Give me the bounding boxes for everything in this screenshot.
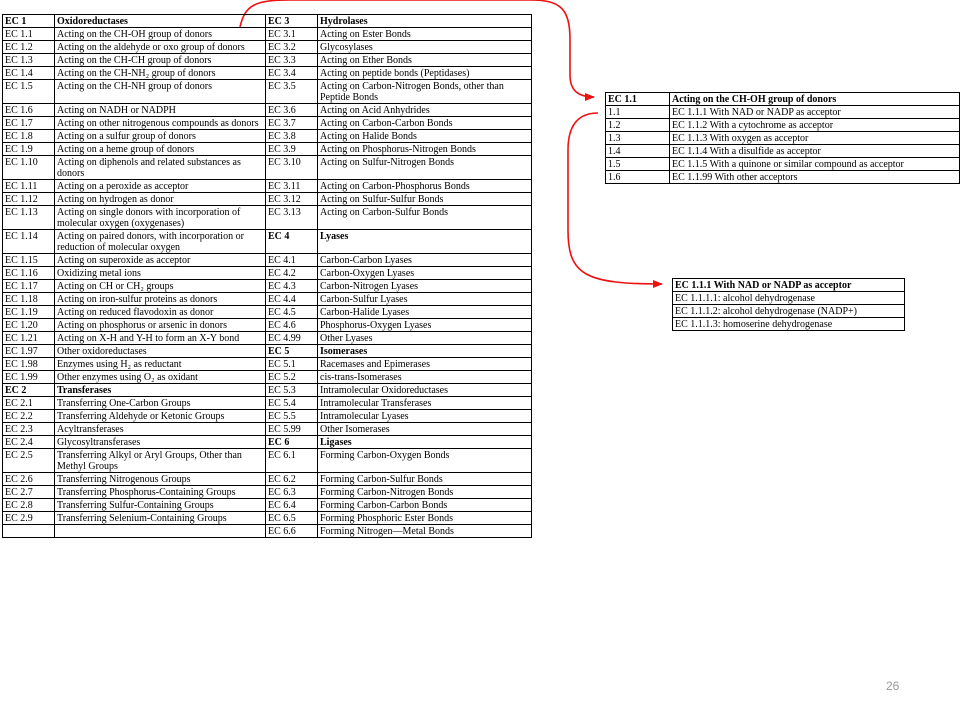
ec-code-cell: EC 2.5 — [3, 449, 55, 473]
ec-code-cell: EC 1.20 — [3, 319, 55, 332]
ec-name-cell: Acting on Sulfur-Nitrogen Bonds — [318, 156, 532, 180]
ec-name-cell: Acting on hydrogen as donor — [55, 193, 266, 206]
table-row — [3, 486, 532, 499]
table-row — [606, 158, 960, 171]
ec-name-cell: Acting on NADH or NADPH — [55, 104, 266, 117]
ec-name-cell: Other enzymes using O₂ as oxidant — [55, 371, 266, 384]
ec-code-cell: EC 1.3 — [3, 54, 55, 67]
ec-code-cell: EC 1.12 — [3, 193, 55, 206]
table-row — [3, 206, 532, 230]
ec-name-cell: Acting on a peroxide as acceptor — [55, 180, 266, 193]
ec-code-cell: EC 1.10 — [3, 156, 55, 180]
table-row — [3, 156, 532, 180]
ec-name-cell: Phosphorus-Oxygen Lyases — [318, 319, 532, 332]
table-header-row — [606, 93, 960, 106]
ec-name-cell: Transferring Alkyl or Aryl Groups, Other than Methyl Groups — [55, 449, 266, 473]
table-row — [3, 67, 532, 80]
enzyme-name-cell: EC 1.1.1.2: alcohol dehydrogenase (NADP+) — [673, 305, 905, 318]
table-row — [3, 28, 532, 41]
ec-code-cell: EC 1.16 — [3, 267, 55, 280]
ec-code-cell: EC 4.6 — [266, 319, 318, 332]
ec-code-cell: EC 1.11 — [3, 180, 55, 193]
table-row — [3, 499, 532, 512]
ec-name-cell: Other Lyases — [318, 332, 532, 345]
table-row — [3, 384, 532, 397]
table-row — [673, 292, 905, 305]
ec-name-cell: Acting on other nitrogenous compounds as donors — [55, 117, 266, 130]
ec-name-cell: Acting on Ether Bonds — [318, 54, 532, 67]
ec-name-cell: Acting on peptide bonds (Peptidases) — [318, 67, 532, 80]
ec-name-cell: Acting on Halide Bonds — [318, 130, 532, 143]
table-row — [3, 54, 532, 67]
table-row — [3, 449, 532, 473]
ec-name-cell: Lyases — [318, 230, 532, 254]
ec-code-cell: EC 6.5 — [266, 512, 318, 525]
ec-code-cell: EC 3.5 — [266, 80, 318, 104]
header-description: Acting on the CH-OH group of donors — [670, 93, 960, 106]
ec-name-cell: Forming Carbon-Sulfur Bonds — [318, 473, 532, 486]
table-row — [3, 193, 532, 206]
ec-code-cell: EC 5.5 — [266, 410, 318, 423]
subclass-name-cell: EC 1.1.1 With NAD or NADP as acceptor — [670, 106, 960, 119]
ec-code-cell: EC 3.11 — [266, 180, 318, 193]
ec-name-cell: Forming Carbon-Carbon Bonds — [318, 499, 532, 512]
ec-code-cell: EC 1.7 — [3, 117, 55, 130]
subclass-name-cell: EC 1.1.4 With a disulfide as acceptor — [670, 145, 960, 158]
ec-code-cell: EC 1.15 — [3, 254, 55, 267]
enzyme-name-cell: EC 1.1.1.3: homoserine dehydrogenase — [673, 318, 905, 331]
ec-name-cell: Transferring One-Carbon Groups — [55, 397, 266, 410]
subclass-number-cell: 1.2 — [606, 119, 670, 132]
ec-code-cell: EC 2.7 — [3, 486, 55, 499]
ec-name-cell: Carbon-Nitrogen Lyases — [318, 280, 532, 293]
ec-code-cell: EC 4.4 — [266, 293, 318, 306]
ec-name-cell: Acting on the CH-NH group of donors — [55, 80, 266, 104]
ec-name-cell: Acting on the CH-NH₂ group of donors — [55, 67, 266, 80]
ec-code-cell: EC 5.2 — [266, 371, 318, 384]
ec-1-1-subclass-table — [605, 92, 960, 184]
ec-code-cell: EC 3.13 — [266, 206, 318, 230]
ec-code-cell: EC 4.99 — [266, 332, 318, 345]
ec-code-cell: EC 6 — [266, 436, 318, 449]
ec-code-cell: EC 4.5 — [266, 306, 318, 319]
ec-code-cell: EC 2.3 — [3, 423, 55, 436]
ec-name-cell: Other oxidoreductases — [55, 345, 266, 358]
ec-name-cell: Acting on a heme group of donors — [55, 143, 266, 156]
ec-code-cell: EC 1.99 — [3, 371, 55, 384]
ec-code-cell: EC 3.4 — [266, 67, 318, 80]
ec-code-cell: EC 1.5 — [3, 80, 55, 104]
ec-name-cell: Acting on a sulfur group of donors — [55, 130, 266, 143]
ec-code-cell: EC 5.1 — [266, 358, 318, 371]
ec-code-cell: EC 5.3 — [266, 384, 318, 397]
ec-name-cell: Acyltransferases — [55, 423, 266, 436]
ec-code-cell: EC 1.17 — [3, 280, 55, 293]
enzyme-name-cell: EC 1.1.1.1: alcohol dehydrogenase — [673, 292, 905, 305]
ec-name-cell: Acting on CH or CH₂ groups — [55, 280, 266, 293]
ec-code-cell: EC 6.4 — [266, 499, 318, 512]
table-row — [3, 80, 532, 104]
table-row — [3, 117, 532, 130]
enzyme-classification-table — [2, 14, 532, 538]
ec-name-cell: Transferring Aldehyde or Ketonic Groups — [55, 410, 266, 423]
ec-name-cell: Hydrolases — [318, 15, 532, 28]
ec-code-cell: EC 3.12 — [266, 193, 318, 206]
ec-name-cell: Acting on iron-sulfur proteins as donors — [55, 293, 266, 306]
ec-code-cell: EC 3.8 — [266, 130, 318, 143]
ec-name-cell: Acting on the aldehyde or oxo group of donors — [55, 41, 266, 54]
table-row — [3, 130, 532, 143]
ec-code-cell: EC 2.6 — [3, 473, 55, 486]
subclass-name-cell: EC 1.1.3 With oxygen as acceptor — [670, 132, 960, 145]
table-row — [3, 423, 532, 436]
ec-name-cell: Acting on Sulfur-Sulfur Bonds — [318, 193, 532, 206]
ec-code-cell: EC 2.9 — [3, 512, 55, 525]
ec-name-cell: Acting on paired donors, with incorporation or reduction of molecular oxygen — [55, 230, 266, 254]
ec-code-cell: EC 1.19 — [3, 306, 55, 319]
table-row — [3, 319, 532, 332]
ec-name-cell: Acting on the CH-OH group of donors — [55, 28, 266, 41]
ec-code-cell: EC 3.6 — [266, 104, 318, 117]
ec-code-cell: EC 6.1 — [266, 449, 318, 473]
subclass-number-cell: 1.6 — [606, 171, 670, 184]
table-row — [673, 305, 905, 318]
subclass-number-cell: 1.3 — [606, 132, 670, 145]
ec-name-cell: Intramolecular Oxidoreductases — [318, 384, 532, 397]
ec-code-cell: EC 1.4 — [3, 67, 55, 80]
ec-code-cell: EC 1.9 — [3, 143, 55, 156]
ec-name-cell: cis-trans-Isomerases — [318, 371, 532, 384]
subclass-name-cell: EC 1.1.5 With a quinone or similar compound as acceptor — [670, 158, 960, 171]
ec-name-cell: Isomerases — [318, 345, 532, 358]
table-row — [3, 436, 532, 449]
ec-name-cell: Transferring Nitrogenous Groups — [55, 473, 266, 486]
ec-code-cell: EC 5.99 — [266, 423, 318, 436]
table-row — [3, 280, 532, 293]
ec-name-cell: Forming Nitrogen—Metal Bonds — [318, 525, 532, 538]
ec-name-cell: Acting on Ester Bonds — [318, 28, 532, 41]
ec-name-cell: Acting on superoxide as acceptor — [55, 254, 266, 267]
ec-code-cell: EC 1.1 — [3, 28, 55, 41]
table-row — [3, 254, 532, 267]
ec-name-cell: Acting on reduced flavodoxin as donor — [55, 306, 266, 319]
ec-code-cell: EC 1.2 — [3, 41, 55, 54]
ec-name-cell: Oxidoreductases — [55, 15, 266, 28]
ec-1-1-1-enzyme-table — [672, 278, 905, 331]
ec-name-cell: Acting on Carbon-Phosphorus Bonds — [318, 180, 532, 193]
table-row — [606, 132, 960, 145]
header-code: EC 1.1 — [606, 93, 670, 106]
ec-name-cell: Forming Carbon-Nitrogen Bonds — [318, 486, 532, 499]
ec-name-cell: Oxidizing metal ions — [55, 267, 266, 280]
ec-name-cell: Racemases and Epimerases — [318, 358, 532, 371]
table-row — [3, 267, 532, 280]
ec-code-cell: EC 4 — [266, 230, 318, 254]
ec-code-cell: EC 6.6 — [266, 525, 318, 538]
ec-code-cell: EC 2 — [3, 384, 55, 397]
ec-code-cell: EC 3.1 — [266, 28, 318, 41]
ec-name-cell: Acting on single donors with incorporation of molecular oxygen (oxygenases) — [55, 206, 266, 230]
ec-code-cell: EC 3.10 — [266, 156, 318, 180]
table-row — [3, 15, 532, 28]
table-header-row — [673, 279, 905, 292]
ec-code-cell: EC 1.21 — [3, 332, 55, 345]
ec-name-cell: Carbon-Carbon Lyases — [318, 254, 532, 267]
ec-name-cell: Acting on diphenols and related substances as donors — [55, 156, 266, 180]
table-row — [606, 171, 960, 184]
ec-code-cell: EC 2.1 — [3, 397, 55, 410]
ec-name-cell: Glycosyltransferases — [55, 436, 266, 449]
ec-code-cell: EC 4.1 — [266, 254, 318, 267]
table-row — [3, 371, 532, 384]
ec-code-cell: EC 5.4 — [266, 397, 318, 410]
table-row — [3, 397, 532, 410]
ec-code-cell: EC 2.4 — [3, 436, 55, 449]
ec-code-cell: EC 3.9 — [266, 143, 318, 156]
ec-name-cell: Transferases — [55, 384, 266, 397]
ec-name-cell: Carbon-Sulfur Lyases — [318, 293, 532, 306]
ec-code-cell: EC 1.8 — [3, 130, 55, 143]
subclass-number-cell: 1.1 — [606, 106, 670, 119]
ec-name-cell: Intramolecular Lyases — [318, 410, 532, 423]
table-row — [606, 106, 960, 119]
ec-name-cell: Acting on phosphorus or arsenic in donors — [55, 319, 266, 332]
table-row — [3, 143, 532, 156]
ec-name-cell: Ligases — [318, 436, 532, 449]
ec-name-cell: Carbon-Oxygen Lyases — [318, 267, 532, 280]
ec-code-cell: EC 4.2 — [266, 267, 318, 280]
subclass-name-cell: EC 1.1.99 With other acceptors — [670, 171, 960, 184]
subclass-number-cell: 1.5 — [606, 158, 670, 171]
ec-name-cell: Other Isomerases — [318, 423, 532, 436]
table-row — [673, 318, 905, 331]
ec-code-cell: EC 3.7 — [266, 117, 318, 130]
subclass-number-cell: 1.4 — [606, 145, 670, 158]
table-row — [3, 293, 532, 306]
ec-code-cell: EC 1.13 — [3, 206, 55, 230]
table-row — [3, 306, 532, 319]
ec-code-cell: EC 2.2 — [3, 410, 55, 423]
ec-code-cell: EC 1.18 — [3, 293, 55, 306]
ec-name-cell: Forming Phosphoric Ester Bonds — [318, 512, 532, 525]
table-row — [3, 358, 532, 371]
table-row — [3, 230, 532, 254]
table-row — [3, 345, 532, 358]
ec-name-cell: Acting on Carbon-Carbon Bonds — [318, 117, 532, 130]
header-title: EC 1.1.1 With NAD or NADP as acceptor — [673, 279, 905, 292]
ec-code-cell: EC 3.2 — [266, 41, 318, 54]
ec-name-cell: Forming Carbon-Oxygen Bonds — [318, 449, 532, 473]
ec-name-cell: Transferring Sulfur-Containing Groups — [55, 499, 266, 512]
ec-code-cell: EC 6.3 — [266, 486, 318, 499]
table-row — [3, 41, 532, 54]
ec-code-cell: EC 6.2 — [266, 473, 318, 486]
table-row — [3, 473, 532, 486]
table-row — [3, 525, 532, 538]
ec-name-cell: Acting on Carbon-Nitrogen Bonds, other than Peptide Bonds — [318, 80, 532, 104]
ec-code-cell: EC 1.98 — [3, 358, 55, 371]
table-row — [606, 145, 960, 158]
ec-code-cell: EC 1.14 — [3, 230, 55, 254]
ec-name-cell: Acting on Phosphorus-Nitrogen Bonds — [318, 143, 532, 156]
subclass-name-cell: EC 1.1.2 With a cytochrome as acceptor — [670, 119, 960, 132]
table-row — [3, 410, 532, 423]
ec-code-cell: EC 3.3 — [266, 54, 318, 67]
table-row — [3, 512, 532, 525]
page-number: 26 — [886, 679, 900, 693]
ec-code-cell: EC 1.97 — [3, 345, 55, 358]
table-row — [3, 104, 532, 117]
table-row — [3, 180, 532, 193]
table-row — [606, 119, 960, 132]
ec-name-cell — [55, 525, 266, 538]
ec-name-cell: Transferring Selenium-Containing Groups — [55, 512, 266, 525]
ec-name-cell: Glycosylases — [318, 41, 532, 54]
ec-code-cell — [3, 525, 55, 538]
ec-code-cell: EC 1 — [3, 15, 55, 28]
ec-code-cell: EC 2.8 — [3, 499, 55, 512]
ec-name-cell: Transferring Phosphorus-Containing Groups — [55, 486, 266, 499]
ec-name-cell: Intramolecular Transferases — [318, 397, 532, 410]
ec-code-cell: EC 5 — [266, 345, 318, 358]
ec-name-cell: Enzymes using H₂ as reductant — [55, 358, 266, 371]
ec-code-cell: EC 3 — [266, 15, 318, 28]
ec-name-cell: Acting on the CH-CH group of donors — [55, 54, 266, 67]
ec-code-cell: EC 1.6 — [3, 104, 55, 117]
ec-name-cell: Acting on Acid Anhydrides — [318, 104, 532, 117]
ec-name-cell: Acting on X-H and Y-H to form an X-Y bond — [55, 332, 266, 345]
ec-name-cell: Carbon-Halide Lyases — [318, 306, 532, 319]
table-row — [3, 332, 532, 345]
ec-name-cell: Acting on Carbon-Sulfur Bonds — [318, 206, 532, 230]
ec-code-cell: EC 4.3 — [266, 280, 318, 293]
